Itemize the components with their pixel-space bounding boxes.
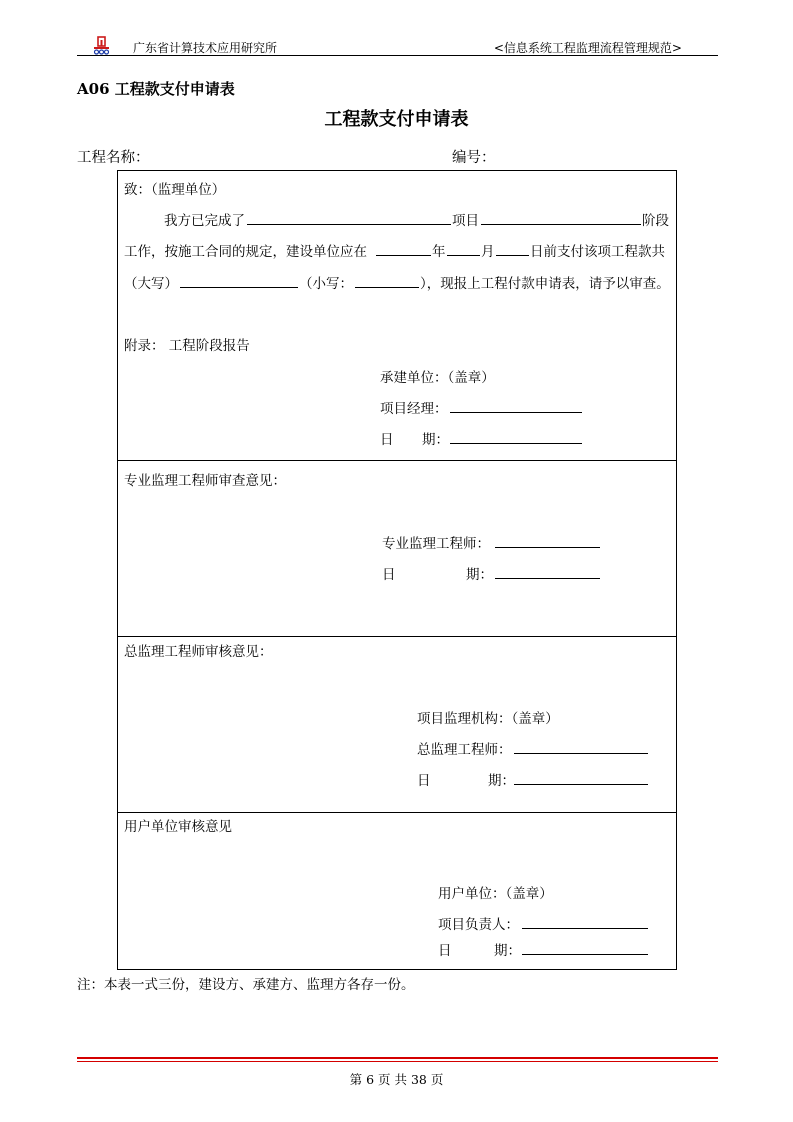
month-label: 月 [481, 244, 495, 260]
user-unit-seal-label: 用户单位：（盖章） [438, 886, 553, 902]
number-label: 编号： [452, 150, 496, 166]
attachment-text: 附录： 工程阶段报告 [124, 338, 250, 354]
day-blank[interactable] [496, 241, 529, 256]
chief-review-heading: 总监理工程师审核意见： [124, 644, 273, 660]
date-blank[interactable] [522, 940, 648, 955]
row-divider [117, 636, 677, 637]
header-rule [77, 55, 718, 56]
specialist-engineer-label: 专业监理工程师： [382, 536, 490, 552]
date-label-qi: 期： [466, 567, 493, 583]
completed-label: 我方已完成了 [164, 213, 245, 229]
amount-words-label: （大写） [124, 276, 178, 292]
amount-figures-blank[interactable] [355, 273, 419, 288]
year-label: 年 [432, 244, 446, 260]
date-label-qi: 期： [494, 943, 521, 959]
date-blank[interactable] [495, 564, 600, 579]
project-manager-label: 项目经理： [380, 401, 448, 417]
user-review-heading: 用户单位审核意见 [124, 819, 232, 835]
project-manager-blank[interactable] [450, 398, 582, 413]
header-org: 广东省计算技术应用研究所 [133, 41, 278, 55]
date-label-qi: 期： [422, 432, 449, 448]
chief-engineer-blank[interactable] [514, 739, 648, 754]
project-name-label: 工程名称： [77, 150, 150, 166]
footnote: 注：本表一式三份，建设方、承建方、监理方各存一份。 [77, 977, 415, 993]
date-label-day: 日 [438, 943, 452, 959]
amount-words-blank[interactable] [180, 273, 298, 288]
date-blank[interactable] [514, 770, 648, 785]
footer-rule [77, 1057, 718, 1059]
contractor-seal-label: 承建单位：（盖章） [380, 370, 495, 386]
specialist-engineer-blank[interactable] [495, 533, 600, 548]
amount-figures-label: （小写： [299, 276, 353, 292]
contract-text: 工作，按施工合同的规定，建设单位应在 [124, 244, 367, 260]
section-title: A06 工程款支付申请表 [77, 80, 235, 98]
project-owner-blank[interactable] [522, 914, 648, 929]
phase-label: 阶段 [642, 213, 669, 229]
date-label-day: 日 [382, 567, 396, 583]
specialist-review-heading: 专业监理工程师审查意见： [124, 473, 286, 489]
pay-text: 日前支付该项工程款共 [530, 244, 665, 260]
review-request-text: ），现报上工程付款申请表，请予以审查。 [420, 276, 670, 292]
year-blank[interactable] [376, 241, 431, 256]
project-label: 项目 [452, 213, 479, 229]
header-doc-name: <信息系统工程监理流程管理规范> [493, 41, 682, 55]
project-owner-label: 项目负责人： [438, 917, 519, 933]
footer-rule-thin [77, 1061, 718, 1062]
to-supervisor: 致：（监理单位） [124, 182, 226, 198]
date-label-day: 日 [417, 773, 431, 789]
date-blank[interactable] [450, 429, 582, 444]
supervision-agency-seal-label: 项目监理机构：（盖章） [417, 711, 559, 727]
date-label-day: 日 [380, 432, 394, 448]
row-divider [117, 812, 677, 813]
row-divider [117, 460, 677, 461]
page-title: 工程款支付申请表 [324, 109, 469, 130]
project-blank[interactable] [481, 210, 641, 225]
date-label-qi: 期： [488, 773, 515, 789]
chief-engineer-label: 总监理工程师： [417, 742, 512, 758]
month-blank[interactable] [447, 241, 480, 256]
page-number: 第 6 页 共 38 页 [349, 1072, 444, 1087]
institute-logo-icon [93, 36, 110, 55]
work-blank[interactable] [247, 210, 451, 225]
